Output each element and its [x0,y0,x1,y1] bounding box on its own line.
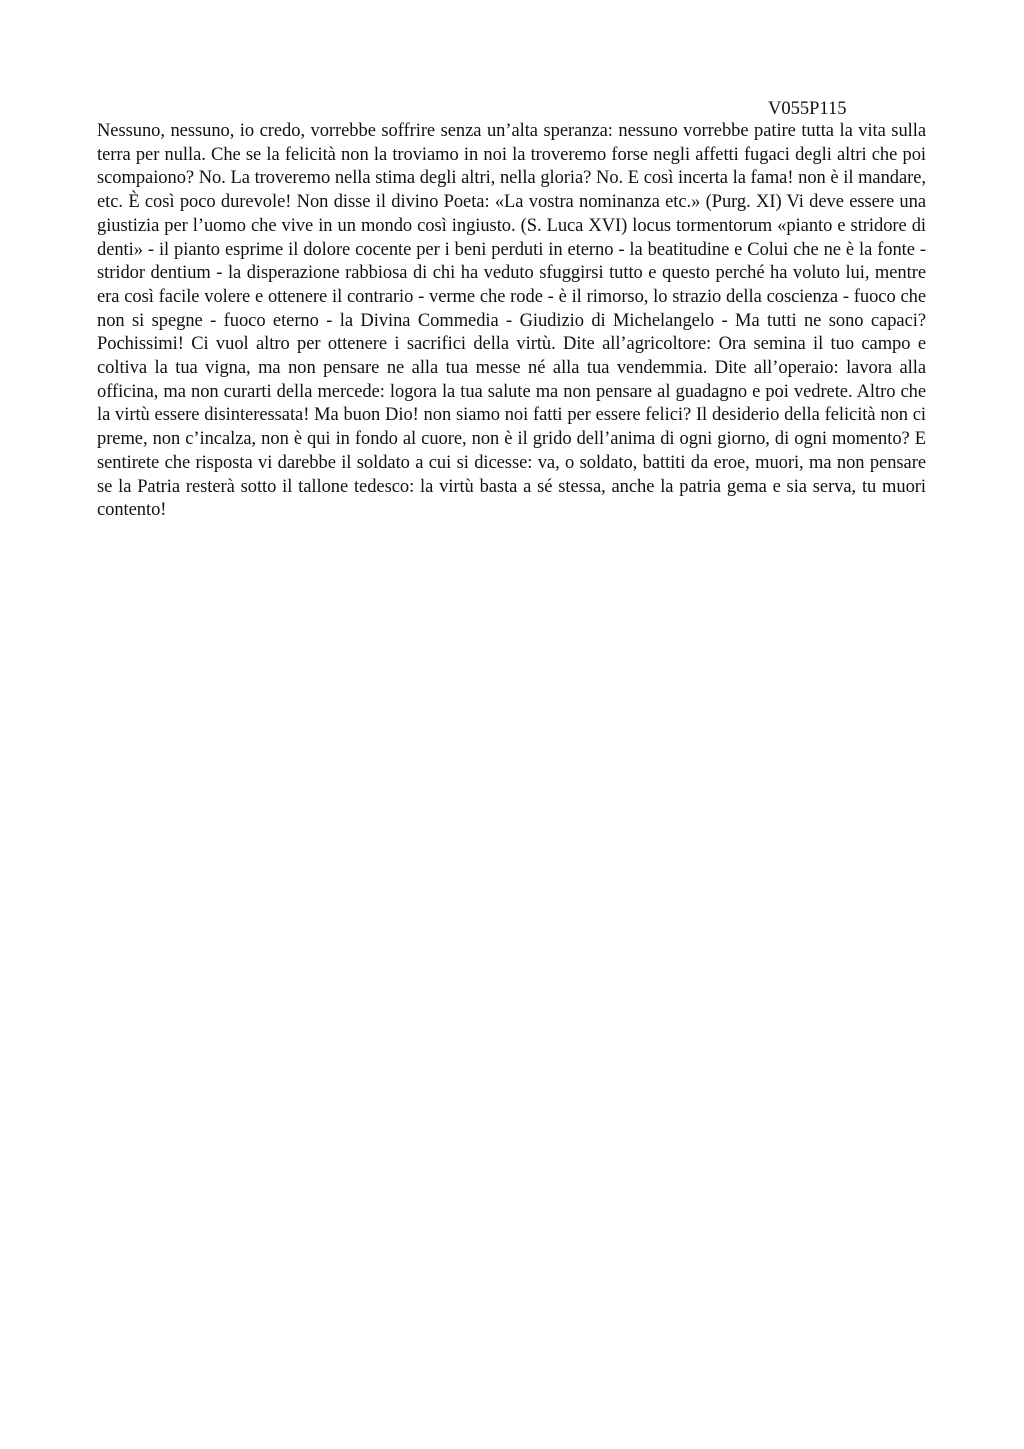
page-identifier: V055P115 [768,99,847,119]
body-paragraph: Nessuno, nessuno, io credo, vorrebbe soffrire senza un’alta speranza: nessuno vorrebbe patire tutta la vita sulla terra per nulla. Che se la felicità non la troviamo in noi la troveremo forse negli affetti fugaci degli altri che poi scompaiono? No. La troveremo nella stima degli altri, nella gloria? No. E così incerta la fama! non è il mandare, etc. È così poco durevole! Non disse il divino Poeta: «La vostra nominanza etc.» (Purg. XI) Vi deve essere una giustizia per l’uomo che vive in un mondo così ingiusto. (S. Luca XVI) locus tormentorum «pianto e stridore di denti» - il pianto esprime il dolore cocente per i beni perduti in eterno - la beatitudine e Colui che ne è la fonte - stridor dentium - la disperazione rabbiosa di chi ha veduto sfuggirsi tutto e questo perché ha voluto lui, mentre era così facile volere e ottenere il contrario - verme che rode - è il rimorso, lo strazio della coscienza - fuoco che non si spegne - fuoco eterno - la Divina Commedia - Giudizio di Michelangelo - Ma tutti ne sono capaci? Pochissimi! Ci vuol altro per ottenere i sacrifici della virtù. Dite all’agricoltore: Ora semina il tuo campo e coltiva la tua vigna, ma non pensare ne alla tua messe né alla tua vendemmia. Dite all’operaio: lavora alla officina, ma non curarti della mercede: logora la tua salute ma non pensare al guadagno e poi vedrete. Altro che la virtù essere disinteressata! Ma buon Dio! non siamo noi fatti per essere felici? Il desiderio della felicità non ci preme, non c’incalza, non è qui in fondo al cuore, non è il grido dell’anima di ogni giorno, di ogni momento? E sentirete che risposta vi darebbe il soldato a cui si dicesse: va, o soldato, battiti da eroe, muori, ma non pensare se la Patria resterà sotto il tallone tedesco: la virtù basta a sé stessa, anche la patria gema e sia serva, tu muori contento! [97,121,926,521]
body-text-block [97,120,926,523]
